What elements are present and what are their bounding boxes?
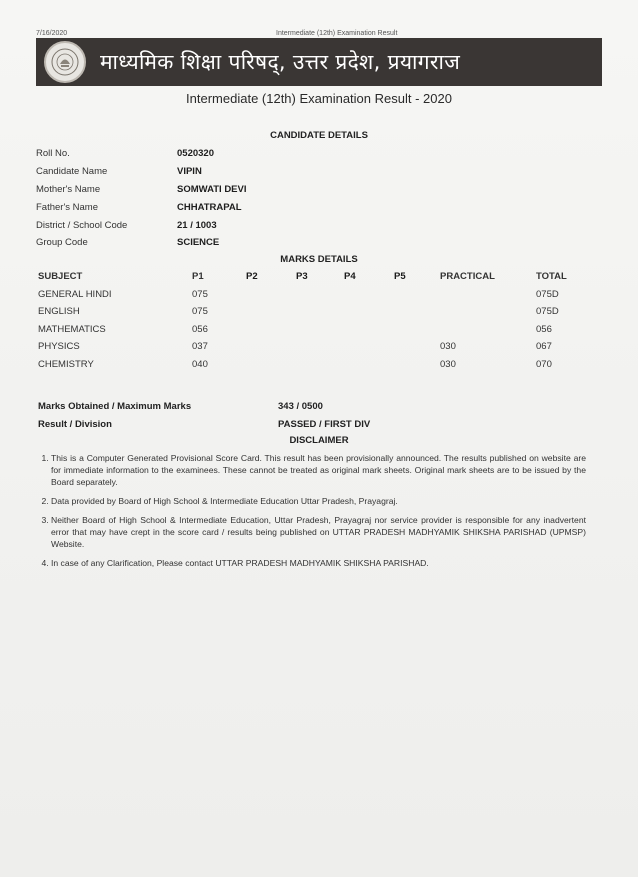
table-row xyxy=(36,356,602,374)
subject-cell: GENERAL HINDI xyxy=(38,288,112,300)
field-value: CHHATRAPAL xyxy=(177,201,242,213)
col-subject: SUBJECT xyxy=(38,271,83,282)
disclaimer-item: 3. Neither Board of High School & Intermediate Education, Uttar Pradesh, Prayagraj nor service provider is responsible for any inadvertent error that may have crept in the score card / results being published on UTTAR PRADESH MADHYAMIK SHIKSHA PARISHAD (UPMSP) Website. xyxy=(51,514,586,550)
field-label: Group Code xyxy=(36,237,88,249)
field-label: Roll No. xyxy=(36,148,70,160)
practical-cell: 030 xyxy=(440,341,456,353)
field-value: VIPIN xyxy=(177,166,202,178)
total-cell: 056 xyxy=(536,323,552,335)
result-division-row xyxy=(36,417,602,435)
col-p5: P5 xyxy=(394,271,406,282)
practical-cell: 030 xyxy=(440,358,456,370)
field-value: 21 / 1003 xyxy=(177,219,217,231)
field-value: 0520320 xyxy=(177,148,214,160)
board-emblem-icon xyxy=(44,41,86,83)
col-p1: P1 xyxy=(192,271,204,282)
result-summary xyxy=(36,399,602,435)
total-cell: 070 xyxy=(536,358,552,370)
candidate-details-heading: CANDIDATE DETAILS xyxy=(270,130,368,141)
subject-cell: CHEMISTRY xyxy=(38,358,94,370)
district-school-code-row xyxy=(36,216,602,234)
marks-obtained-label: Marks Obtained / Maximum Marks xyxy=(38,401,192,412)
table-row xyxy=(36,303,602,321)
candidate-details xyxy=(36,145,602,252)
subject-cell: PHYSICS xyxy=(38,341,80,353)
disclaimer-list xyxy=(38,452,586,576)
total-cell: 075D xyxy=(536,306,559,318)
col-p2: P2 xyxy=(246,271,258,282)
col-p3: P3 xyxy=(296,271,308,282)
table-row xyxy=(36,321,602,339)
result-division-value: PASSED / FIRST DIV xyxy=(278,418,371,430)
result-division-label: Result / Division xyxy=(38,418,112,430)
subject-cell: MATHEMATICS xyxy=(38,323,106,335)
col-p4: P4 xyxy=(344,271,356,282)
table-row xyxy=(36,286,602,304)
marks-table-header xyxy=(36,268,602,286)
disclaimer-item: 1. This is a Computer Generated Provisional Score Card. This result has been provisionally announced. The results published on website are for immediate information to the examinees. These cannot be treated as original mark sheets. Original mark sheets are to be issued by the Board separately. xyxy=(51,452,586,488)
field-value: SCIENCE xyxy=(177,237,220,249)
board-title: माध्यमिक शिक्षा परिषद्, उत्तर प्रदेश, प्रयागराज xyxy=(100,50,461,74)
col-practical: PRACTICAL xyxy=(440,271,495,282)
marks-obtained-value: 343 / 0500 xyxy=(278,401,323,412)
col-total: TOTAL xyxy=(536,271,567,282)
marks-table xyxy=(36,268,602,374)
group-code-row xyxy=(36,234,602,252)
roll-no-row xyxy=(36,145,602,163)
p1-cell: 056 xyxy=(192,323,208,335)
marks-details-heading: MARKS DETAILS xyxy=(280,254,358,265)
print-title: Intermediate (12th) Examination Result xyxy=(276,30,398,37)
marks-obtained-row xyxy=(36,399,602,417)
table-row xyxy=(36,338,602,356)
subject-cell: ENGLISH xyxy=(38,306,80,318)
p1-cell: 040 xyxy=(192,358,208,370)
field-label: Father's Name xyxy=(36,201,99,213)
board-banner xyxy=(36,38,602,86)
disclaimer-item: 2. Data provided by Board of High School & Intermediate Education Uttar Pradesh, Prayagraj. xyxy=(51,495,586,507)
mother-name-row xyxy=(36,181,602,199)
field-value: SOMWATI DEVI xyxy=(177,183,247,195)
p1-cell: 075 xyxy=(192,306,208,318)
exam-title: Intermediate (12th) Examination Result - 2020 xyxy=(186,91,452,106)
total-cell: 075D xyxy=(536,288,559,300)
field-label: Candidate Name xyxy=(36,166,108,178)
print-date: 7/16/2020 xyxy=(36,30,68,37)
disclaimer-heading: DISCLAIMER xyxy=(289,435,349,446)
total-cell: 067 xyxy=(536,341,552,353)
candidate-name-row xyxy=(36,163,602,181)
disclaimer-item: 4. In case of any Clarification, Please contact UTTAR PRADESH MADHYAMIK SHIKSHA PARISHAD. xyxy=(51,557,586,569)
father-name-row xyxy=(36,198,602,216)
field-label: District / School Code xyxy=(36,219,128,231)
field-label: Mother's Name xyxy=(36,183,101,195)
p1-cell: 037 xyxy=(192,341,208,353)
p1-cell: 075 xyxy=(192,288,208,300)
